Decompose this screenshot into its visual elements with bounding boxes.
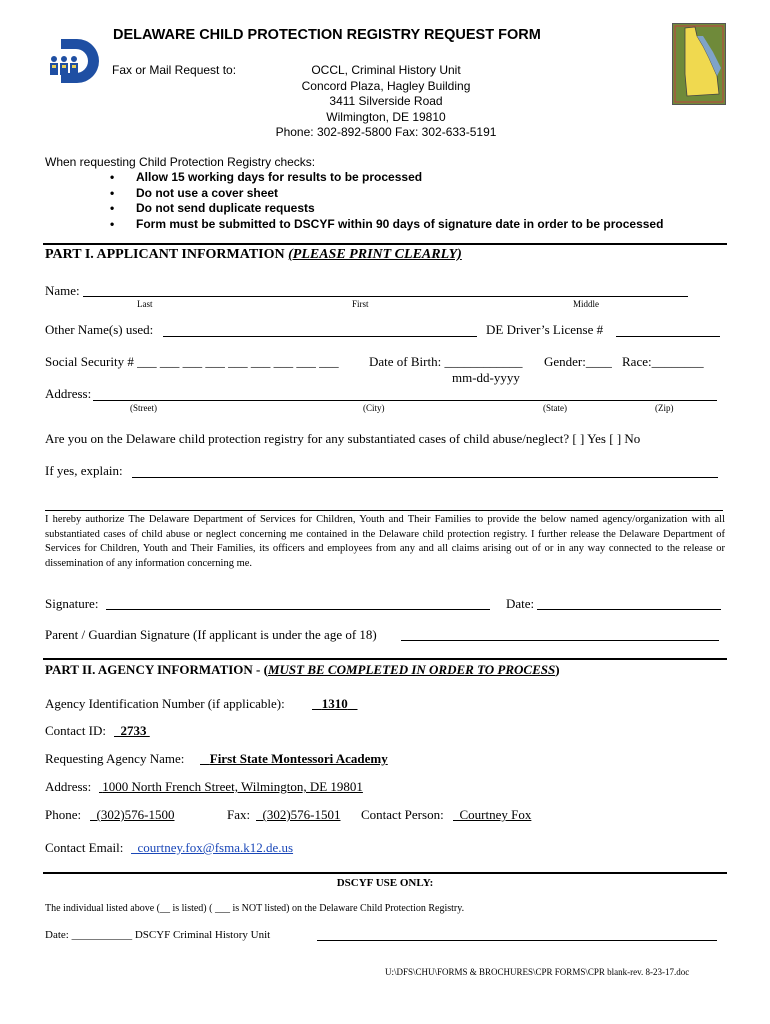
race-label: Race:________ [622,354,704,369]
section-divider [43,872,727,874]
instructions-list [110,170,664,232]
signature-field[interactable] [106,609,490,610]
dscyf-date-line: Date: ___________ DSCYF Criminal History Unit [45,929,271,941]
footer-file-path: U:\DFS\CHU\FORMS & BROCHURES\CPR FORMS\CPR blank-rev. 8-23-17.doc [385,967,690,977]
name-sub-middle: Middle [573,299,599,309]
section-divider [43,243,727,245]
agency-fax-label: Fax: [227,807,251,822]
section-divider [43,658,727,660]
dscyf-heading: DSCYF USE ONLY: [336,877,434,889]
agency-phone-value[interactable]: (302)576-1500 [96,807,175,822]
intro-text: When requesting Child Protection Registry checks: [45,155,316,169]
address-sub-city: (City) [363,403,385,413]
signature-label: Signature: [45,596,99,611]
list-item: • Form must be submitted to DSCYF within 90 days of signature date in order to be processed [110,216,664,231]
gender-label: Gender:____ [544,354,612,369]
explain-field-line2[interactable] [45,510,723,511]
other-names-field[interactable] [163,336,477,337]
agency-name-value[interactable]: First State Montessori Academy [209,751,388,766]
address-sub-state: (State) [543,403,567,413]
explain-field[interactable] [132,477,718,478]
explain-label: If yes, explain: [45,463,123,478]
agency-fax-value[interactable]: (302)576-1501 [262,807,341,822]
address-sub-street: (Street) [130,403,157,413]
dob-format-hint: mm-dd-yyyy [452,370,520,385]
address-sub-zip: (Zip) [655,403,674,413]
list-item: • Do not use a cover sheet [110,185,279,200]
address-line: 3411 Silverside Road [329,94,443,108]
date-field[interactable] [537,609,721,610]
part2-heading: PART II. AGENCY INFORMATION - (MUST BE COMPLETED IN ORDER TO PROCESS) [45,662,560,677]
agency-id-value[interactable]: 1310 [321,696,348,711]
contact-person-label: Contact Person: [361,807,444,822]
other-names-label: Other Name(s) used: [45,322,154,337]
agency-id-label: Agency Identification Number (if applicable): [45,696,285,711]
contact-id-value[interactable]: 2733 [120,723,147,738]
drivers-license-label: DE Driver’s License # [486,322,604,337]
dscyf-logo [47,35,102,87]
ssn-label: Social Security # ___ ___ ___ ___ ___ ___ ___ ___ ___ [45,354,339,369]
contact-person-value[interactable]: Courtney Fox [459,807,532,822]
agency-phone-label: Phone: [45,807,82,822]
dob-label: Date of Birth: ____________ [369,354,523,369]
name-field[interactable] [83,296,688,297]
name-sub-last: Last [137,299,153,309]
contact-email-value[interactable]: courtney.fox@fsma.k12.de.us [137,840,294,855]
dscyf-unit-field[interactable] [317,940,717,941]
agency-address-value[interactable]: 1000 North French Street, Wilmington, DE 19801 [102,779,363,794]
dscyf-listed-text: The individual listed above (__ is listed) ( ___ is NOT listed) on the Delaware Child Protection Registry. [45,903,465,914]
authorization-text: I hereby authorize The Delaware Department of Services for Children, Youth and Their Families to provide the below named agency/organization with all substantiated cases of child abuse or neglect concerning me contained in the Delaware child protection registry. I further release the Delaware Department of Services for Children, Youth and Their Families, its officers and employees from any and all claims arising out of or in any way connected to the release or dissemination of any information concerning me. [45,514,725,569]
address-line: Concord Plaza, Hagley Building [301,78,471,93]
address-line: OCCL, Criminal History Unit [311,63,461,77]
address-line: Wilmington, DE 19810 [326,109,446,124]
drivers-license-field[interactable] [616,336,720,337]
fax-mail-label: Fax or Mail Request to: [112,63,237,77]
parent-signature-label: Parent / Guardian Signature (If applicant is under the age of 18) [45,627,377,642]
parent-signature-field[interactable] [401,640,719,641]
delaware-map-image [672,23,726,105]
registry-question: Are you on the Delaware child protection registry for any substantiated cases of child abuse/neglect? [ ] Yes [ ] No [45,431,641,446]
list-item: • Allow 15 working days for results to be processed [110,170,423,184]
part1-heading: PART I. APPLICANT INFORMATION (PLEASE PRINT CLEARLY) [45,247,462,262]
form-title: DELAWARE CHILD PROTECTION REGISTRY REQUEST FORM [113,27,541,43]
address-field[interactable] [93,400,717,401]
agency-address-label: Address: [45,779,92,794]
contact-id-label: Contact ID: [45,723,107,738]
name-sub-first: First [352,299,369,309]
address-label: Address: [45,386,92,401]
phone-fax-line: Phone: 302-892-5800 Fax: 302-633-5191 [275,125,497,139]
name-label: Name: [45,283,80,298]
agency-name-label: Requesting Agency Name: [45,751,185,766]
mailing-address [258,63,514,141]
contact-email-label: Contact Email: [45,840,124,855]
date-label: Date: [506,596,535,611]
list-item: • Do not send duplicate requests [110,201,315,215]
